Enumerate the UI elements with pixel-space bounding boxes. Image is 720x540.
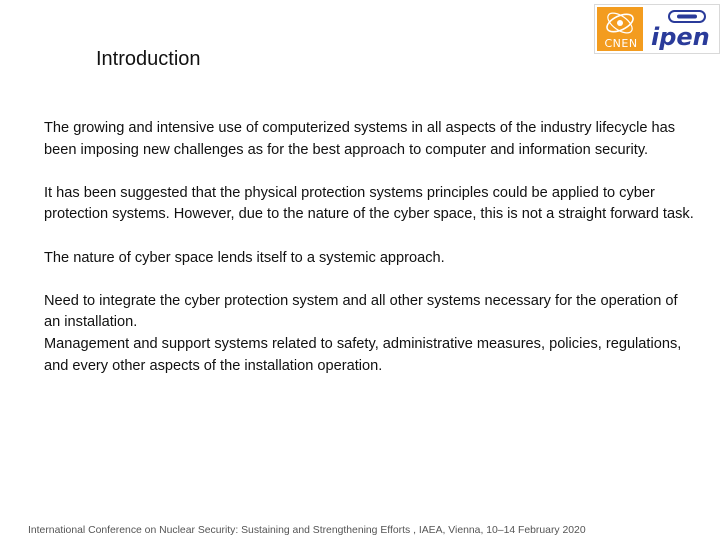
paragraph: Management and support systems related to safety, administrative measures, policies, regulations, and every other aspects of the installation operation. (44, 335, 682, 374)
ipen-logo-text: ipen (651, 23, 710, 51)
slide-footer: International Conference on Nuclear Security: Sustaining and Strengthening Efforts , IAEA, Vienna, 10–14 February 2020 (28, 525, 586, 536)
paragraph: The nature of cyber space lends itself to a systemic approach. (44, 249, 445, 266)
cnen-logo-text: CNEN (604, 37, 638, 50)
paragraph: It has been suggested that the physical protection systems principles could be applied to cyber protection systems. However, due to the nature of the cyber space, this is not a straight forward task. (44, 184, 694, 223)
slide-body (44, 118, 694, 377)
cnen-logo (597, 7, 643, 51)
ipen-logo (649, 9, 717, 51)
paragraph: Need to integrate the cyber protection system and all other systems necessary for the operation of an installation. (44, 292, 678, 331)
slide-title: Introduction (96, 48, 201, 70)
paragraph: The growing and intensive use of computerized systems in all aspects of the industry lifecycle has been imposing new challenges as for the best approach to computer and information security. (44, 120, 676, 158)
logo-panel (594, 4, 720, 54)
